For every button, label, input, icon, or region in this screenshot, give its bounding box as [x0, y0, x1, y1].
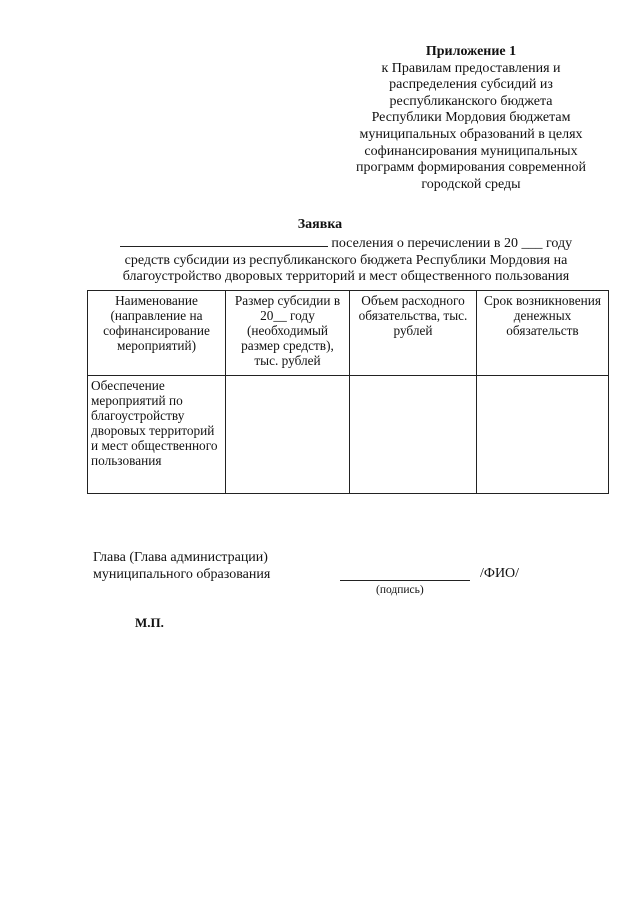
- table-cell: Обеспечение мероприятий по благоустройству дворовых территорий и мест общественного пользования: [88, 376, 226, 494]
- table-header-row: [88, 291, 609, 376]
- request-line-1-text: поселения о перечислении в 20 ___ году: [331, 236, 573, 251]
- appendix-line: софинансирования муниципальных: [364, 143, 578, 159]
- appendix-line: к Правилам предоставления и: [381, 60, 561, 76]
- request-line-2: средств субсидии из республиканского бюджета Республики Мордовия на: [124, 252, 568, 268]
- table-cell: [350, 376, 477, 494]
- appendix-line: муниципальных образований в целях: [359, 126, 583, 142]
- appendix-title: Приложение 1: [425, 44, 517, 59]
- stamp-place: М.П.: [135, 615, 164, 630]
- column-header: Размер субсидии в 20__ году (необходимый размер средств), тыс. рублей: [226, 291, 350, 376]
- request-line-3: благоустройство дворовых территорий и мест общественного пользования: [122, 269, 570, 284]
- signature-caption: (подпись): [376, 584, 424, 596]
- request-body: [86, 233, 606, 286]
- settlement-blank: [120, 233, 328, 247]
- request-line-1: [86, 233, 606, 253]
- appendix-line: Республики Мордовия бюджетам: [371, 110, 571, 126]
- table-cell: [226, 376, 350, 494]
- request-table: [87, 290, 609, 494]
- appendix-line: распределения субсидий из: [389, 77, 553, 93]
- column-header: Наименование (направление на софинансирование мероприятий): [88, 291, 226, 376]
- signature-line: [340, 580, 470, 581]
- table-row: [88, 376, 609, 494]
- request-title: Заявка: [297, 217, 343, 232]
- signatory-line-2: муниципального образования: [93, 567, 271, 582]
- column-header: Объем расходного обязательства, тыс. рублей: [350, 291, 477, 376]
- appendix-line: республиканского бюджета: [389, 93, 553, 109]
- appendix-line: программ формирования современной: [355, 160, 587, 176]
- signatory-line-1: Глава (Глава администрации): [93, 550, 268, 565]
- table-cell: [477, 376, 609, 494]
- appendix-header: [340, 44, 602, 193]
- appendix-line: городской среды: [421, 176, 521, 192]
- column-header: Срок возникновения денежных обязательств: [477, 291, 609, 376]
- signatory: [93, 549, 270, 583]
- fio-label: /ФИО/: [480, 566, 520, 581]
